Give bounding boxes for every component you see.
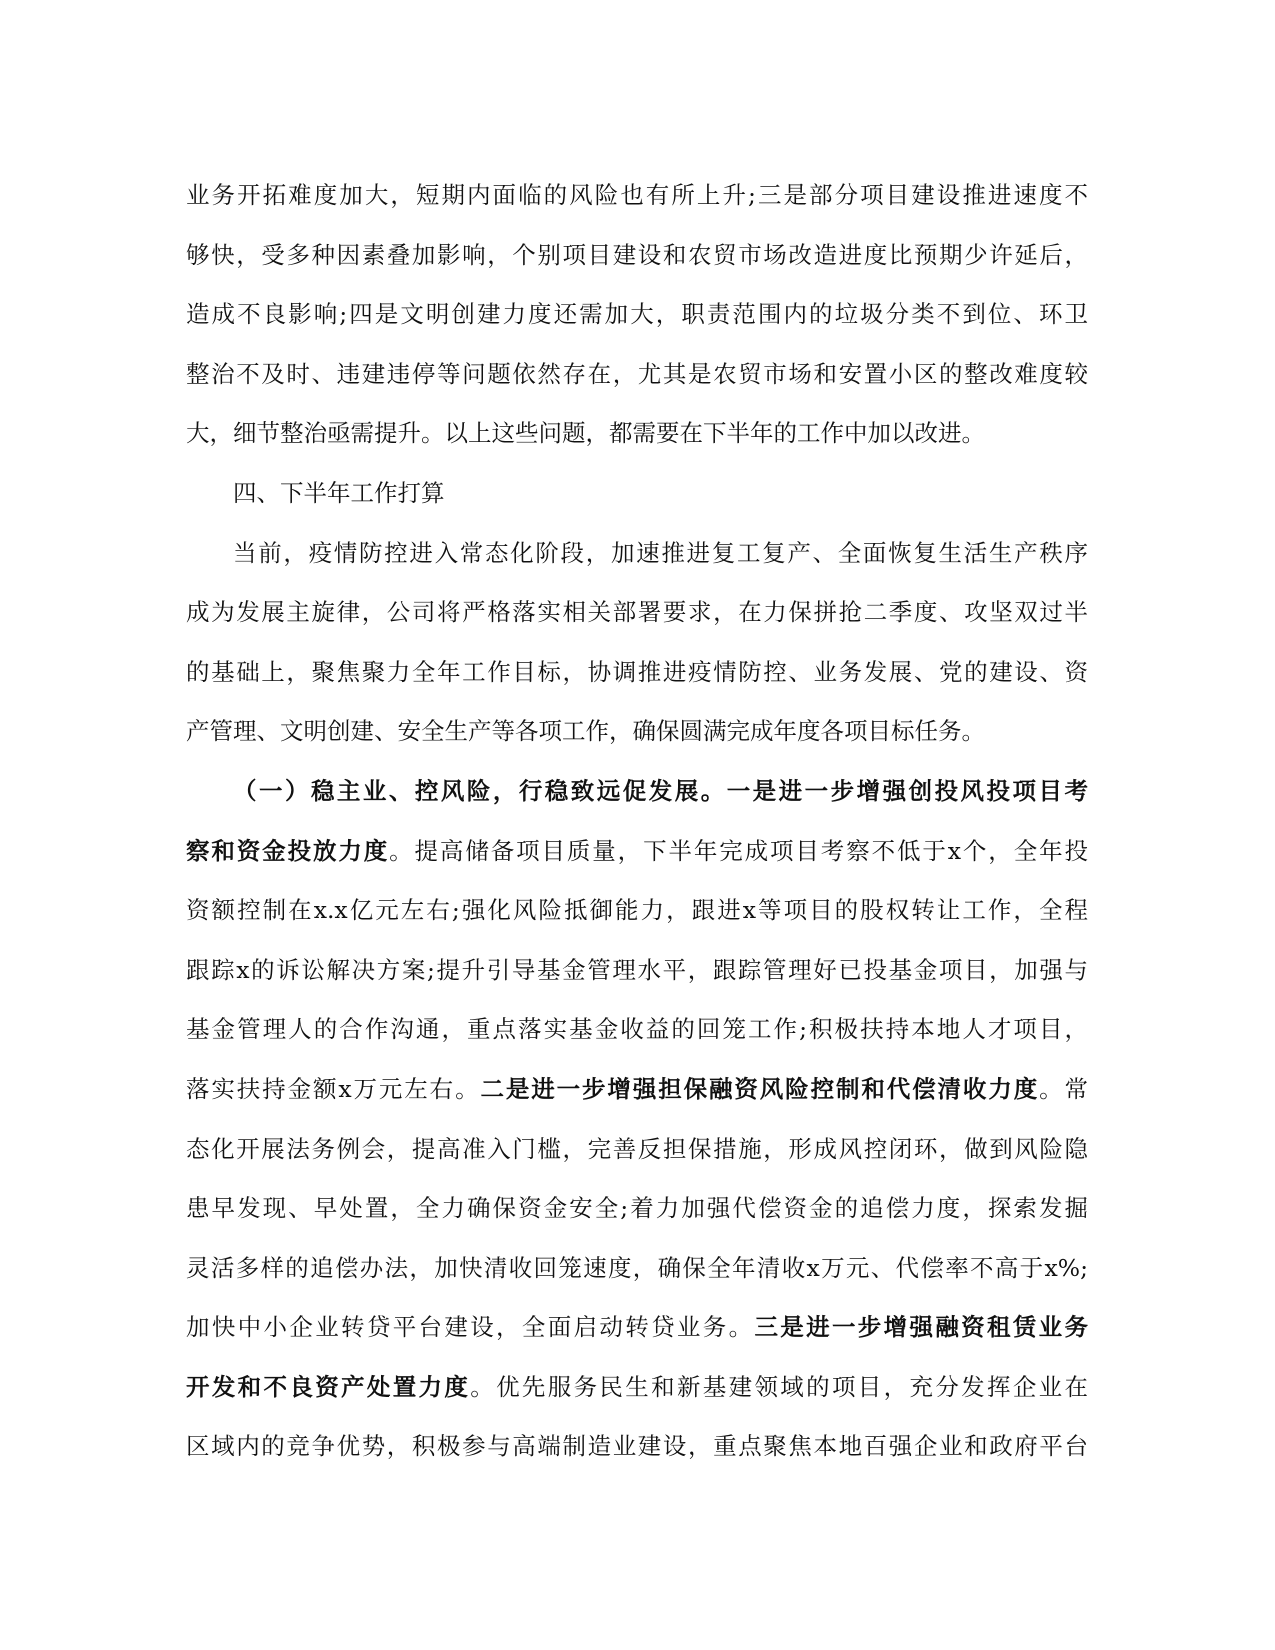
text-segment: 。提高储备项目质量，下半年完成项目考察不低于x个，全年投 xyxy=(389,836,1088,865)
paragraph-3-line-9: 灵活多样的追偿办法，加快清收回笼速度，确保全年清收x万元、代偿率不高于x%; xyxy=(186,1253,1088,1282)
bold-point-2: 二是进一步增强担保融资风险控制和代偿清收力度 xyxy=(480,1074,1040,1103)
bold-heading-1: （一）稳主业、控风险，行稳致远促发展。一是进一步增强创投风投项目考 xyxy=(233,776,1088,805)
paragraph-3-line-5: 基金管理人的合作沟通，重点落实基金收益的回笼工作;积极扶持本地人才项目， xyxy=(186,1015,1088,1044)
paragraph-3-line-4: 跟踪x的诉讼解决方案;提升引导基金管理水平，跟踪管理好已投基金项目，加强与 xyxy=(186,955,1088,984)
paragraph-3-line-12: 区域内的竞争优势，积极参与高端制造业建设，重点聚焦本地百强企业和政府平台 xyxy=(186,1432,1088,1461)
paragraph-1-line-5: 大，细节整治亟需提升。以上这些问题，都需要在下半年的工作中加以改进。 xyxy=(186,419,985,448)
paragraph-2-line-3: 的基础上，聚焦聚力全年工作目标，协调推进疫情防控、业务发展、党的建设、资 xyxy=(186,657,1088,686)
bold-point-3: 三是进一步增强融资租赁业务 xyxy=(754,1313,1089,1342)
paragraph-1-line-4: 整治不及时、违建违停等问题依然存在，尤其是农贸市场和安置小区的整改难度较 xyxy=(186,359,1088,388)
paragraph-3-line-7: 态化开展法务例会，提高准入门槛，完善反担保措施，形成风控闭环，做到风险隐 xyxy=(186,1134,1088,1163)
bold-point-3-tail: 开发和不良资产处置力度 xyxy=(186,1372,471,1401)
text-segment: 。常 xyxy=(1039,1074,1089,1103)
bold-point-1-tail: 察和资金投放力度 xyxy=(186,836,390,865)
text-segment: 落实扶持金额x万元左右。 xyxy=(186,1074,481,1103)
paragraph-3-line-2 xyxy=(186,822,1088,882)
paragraph-3-line-11 xyxy=(186,1358,1088,1418)
paragraph-1-line-1: 业务开拓难度加大，短期内面临的风险也有所上升;三是部分项目建设推进速度不 xyxy=(186,181,1088,209)
paragraph-3-line-1 xyxy=(186,762,1088,822)
paragraph-2-line-1: 当前，疫情防控进入常态化阶段，加速推进复工复产、全面恢复生活生产秩序 xyxy=(233,538,1088,567)
text-segment: 加快中小企业转贷平台建设，全面启动转贷业务。 xyxy=(186,1313,755,1342)
paragraph-2-line-4: 产管理、文明创建、安全生产等各项工作，确保圆满完成年度各项目标任务。 xyxy=(186,717,985,746)
text-segment: 。优先服务民生和新基建领域的项目，充分发挥企业在 xyxy=(470,1372,1089,1401)
section-heading-4: 四、下半年工作打算 xyxy=(233,478,445,507)
paragraph-1-line-2: 够快，受多种因素叠加影响，个别项目建设和农贸市场改造进度比预期少许延后， xyxy=(186,240,1088,269)
paragraph-3-line-6 xyxy=(186,1060,1088,1120)
paragraph-2-line-2: 成为发展主旋律，公司将严格落实相关部署要求，在力保拼抢二季度、攻坚双过半 xyxy=(186,598,1088,627)
paragraph-3-line-10 xyxy=(186,1298,1088,1358)
paragraph-3-line-3: 资额控制在x.x亿元左右;强化风险抵御能力，跟进x等项目的股权转让工作，全程 xyxy=(186,896,1088,925)
document-page xyxy=(186,166,1088,1477)
paragraph-1-line-3: 造成不良影响;四是文明创建力度还需加大，职责范围内的垃圾分类不到位、环卫 xyxy=(186,300,1088,329)
paragraph-3-line-8: 患早发现、早处置，全力确保资金安全;着力加强代偿资金的追偿力度，探索发掘 xyxy=(186,1194,1088,1223)
